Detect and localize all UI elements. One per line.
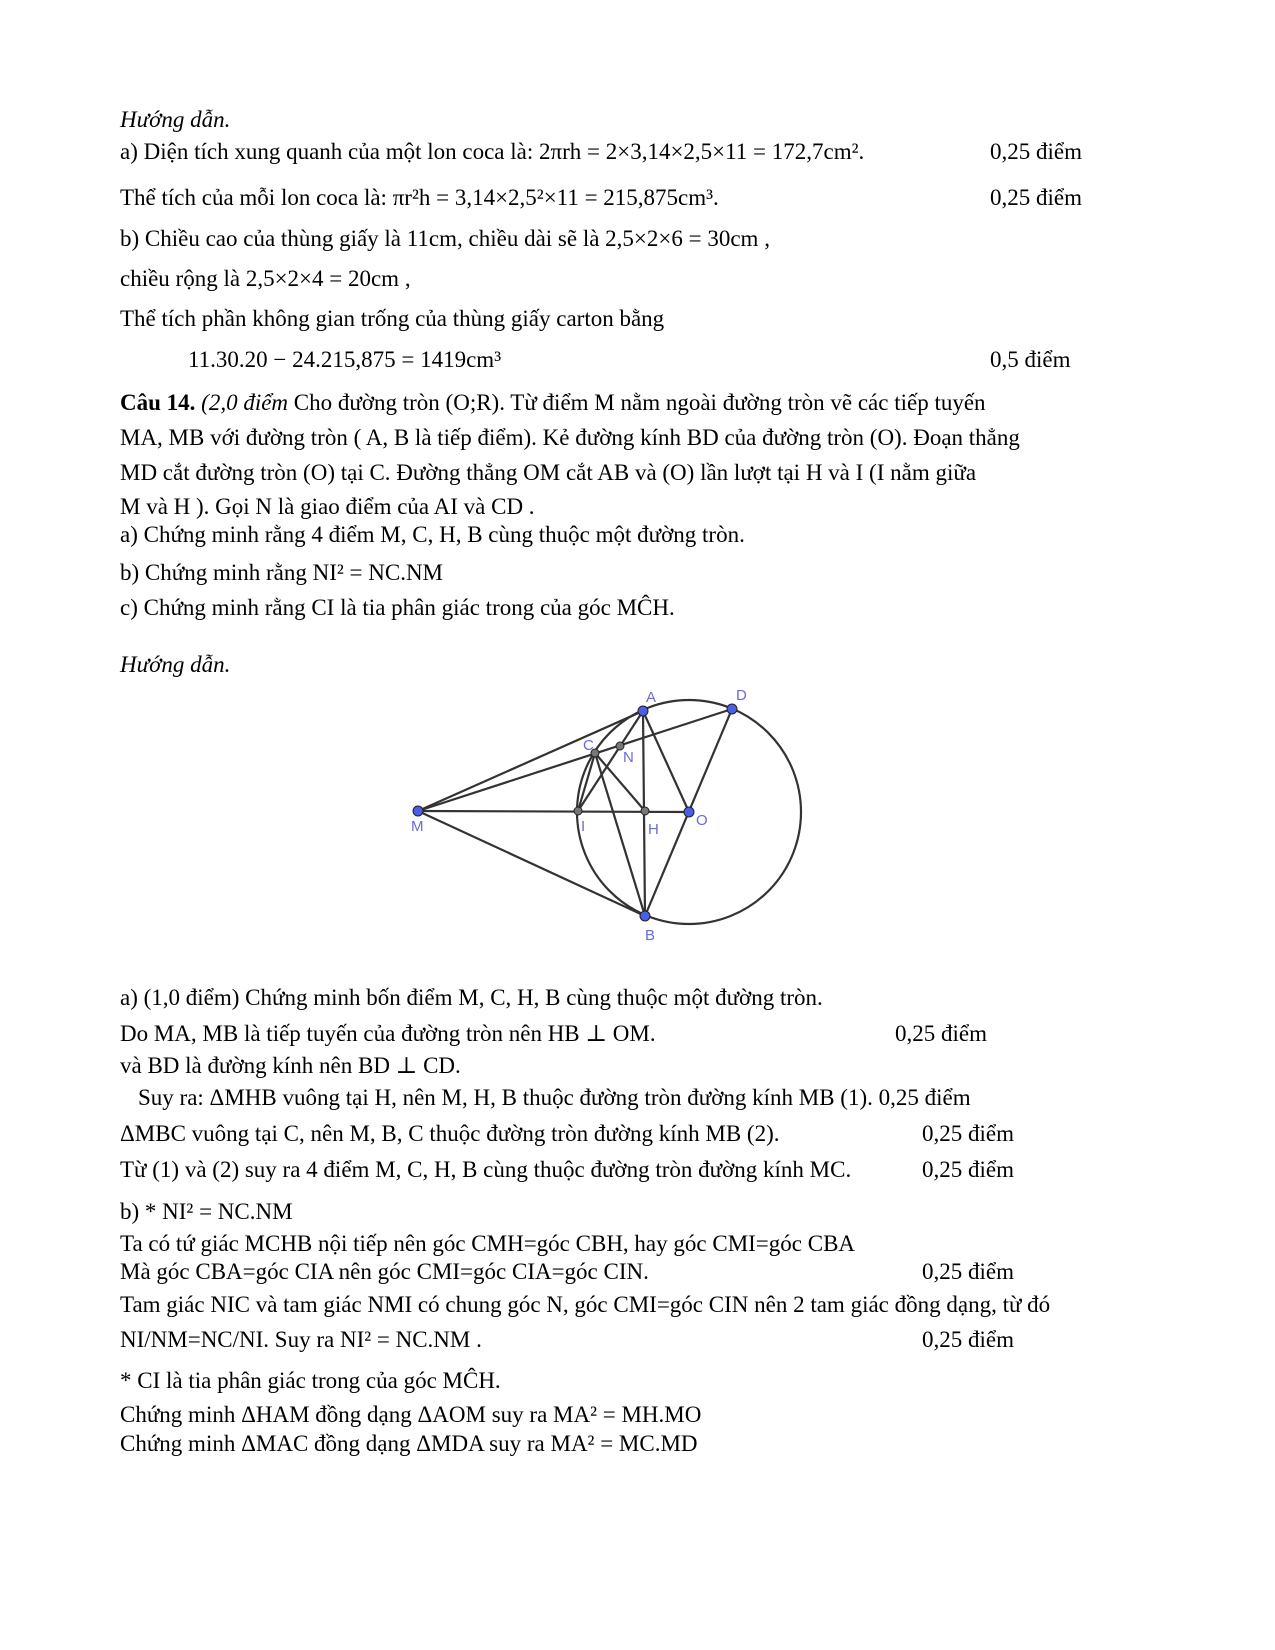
segment-ch bbox=[595, 753, 645, 811]
guide-heading-2: Hướng dẫn. bbox=[120, 652, 231, 677]
solution-c-step-2: Chứng minh ΔMAC đồng dạng ΔMDA suy ra MA² = MC.MD bbox=[120, 1431, 698, 1456]
answer-b-height: b) Chiều cao của thùng giấy là 11cm, chiều dài sẽ là 2,5×2×6 = 30cm , bbox=[120, 226, 770, 251]
points-b-step-4: 0,25 điểm bbox=[922, 1327, 1014, 1352]
point-d bbox=[727, 704, 737, 714]
question-14-part-c: c) Chứng minh rằng CI là tia phân giác trong của góc MĈH. bbox=[120, 595, 675, 620]
points-b: 0,5 điểm bbox=[990, 347, 1071, 372]
question-14-line-3: MD cắt đường tròn (O) tại C. Đường thẳng OM cắt AB và (O) lần lượt tại H và I (I nằm giữa bbox=[120, 460, 977, 485]
solution-b-step-4: NI/NM=NC/NI. Suy ra NI² = NC.NM . bbox=[120, 1327, 482, 1352]
label-b: B bbox=[645, 927, 656, 944]
question-14-part-a: a) Chứng minh rằng 4 điểm M, C, H, B cùng thuộc một đường tròn. bbox=[120, 522, 745, 547]
label-i: I bbox=[581, 818, 586, 835]
label-o: O bbox=[696, 812, 708, 829]
points-step-5: 0,25 điểm bbox=[922, 1157, 1014, 1182]
points-step-4: 0,25 điểm bbox=[922, 1121, 1014, 1146]
points-step-1: 0,25 điểm bbox=[895, 1021, 987, 1046]
solution-b-step-3: Tam giác NIC và tam giác NMI có chung góc N, góc CMI=góc CIN nên 2 tam giác đồng dạng, từ đó bbox=[120, 1292, 1051, 1317]
label-h: H bbox=[648, 821, 659, 838]
question-14-line-2: MA, MB với đường tròn ( A, B là tiếp điểm). Kẻ đường kính BD của đường tròn (O). Đoạn thẳng bbox=[120, 425, 1020, 450]
question-14-part-b: b) Chứng minh rằng NI² = NC.NM bbox=[120, 560, 444, 585]
solution-c-step-1: Chứng minh ΔHAM đồng dạng ΔAOM suy ra MA² = MH.MO bbox=[120, 1402, 702, 1427]
geometry-figure bbox=[400, 682, 820, 952]
label-m: M bbox=[411, 818, 424, 835]
guide-heading-1: Hướng dẫn. bbox=[120, 107, 231, 132]
solution-b-heading: b) * NI² = NC.NM bbox=[120, 1199, 293, 1224]
question-14-line-4: M và H ). Gọi N là giao điểm của AI và CD . bbox=[120, 494, 535, 519]
point-b bbox=[640, 911, 650, 921]
solution-a-step-1: Do MA, MB là tiếp tuyến của đường tròn nên HB ⊥ OM. bbox=[120, 1021, 656, 1046]
label-c: C bbox=[583, 737, 594, 754]
question-14-text-1: Cho đường tròn (O;R). Từ điểm M nằm ngoài đường tròn vẽ các tiếp tuyến bbox=[293, 390, 986, 415]
question-14-title: Câu 14. bbox=[120, 390, 196, 415]
solution-b-step-2: Mà góc CBA=góc CIA nên góc CMI=góc CIA=góc CIN. bbox=[120, 1259, 649, 1284]
solution-a-heading: a) (1,0 điểm) Chứng minh bốn điểm M, C, H, B cùng thuộc một đường tròn. bbox=[120, 985, 823, 1010]
answer-b-statement: Thể tích phần không gian trống của thùng giấy carton bằng bbox=[120, 306, 665, 331]
point-a bbox=[638, 706, 648, 716]
label-a: A bbox=[646, 689, 657, 706]
solution-c-heading: * CI là tia phân giác trong của góc MĈH. bbox=[120, 1368, 501, 1393]
answer-a-volume: Thể tích của mỗi lon coca là: πr²h = 3,14×2,5²×11 = 215,875cm³. bbox=[120, 185, 719, 210]
answer-b-width: chiều rộng là 2,5×2×4 = 20cm , bbox=[120, 266, 411, 291]
solution-a-step-3: Suy ra: ΔMHB vuông tại H, nên M, H, B thuộc đường tròn đường kính MB (1). 0,25 điểm bbox=[138, 1085, 971, 1110]
solution-b-step-1: Ta có tứ giác MCHB nội tiếp nên góc CMH=góc CBH, hay góc CMI=góc CBA bbox=[120, 1231, 856, 1256]
answer-a-surface: a) Diện tích xung quanh của một lon coca là: 2πrh = 2×3,14×2,5×11 = 172,7cm². bbox=[120, 139, 865, 164]
points-b-step-2: 0,25 điểm bbox=[922, 1259, 1014, 1284]
segment-md bbox=[418, 709, 732, 811]
point-o bbox=[684, 807, 694, 817]
points-a2: 0,25 điểm bbox=[990, 185, 1082, 210]
point-m bbox=[413, 806, 423, 816]
question-14-line-1 bbox=[120, 389, 986, 417]
answer-b-volume: 11.30.20 − 24.215,875 = 1419cm³ bbox=[188, 347, 502, 372]
solution-a-step-5: Từ (1) và (2) suy ra 4 điểm M, C, H, B cùng thuộc đường tròn đường kính MC. bbox=[120, 1157, 852, 1182]
question-14-points: (2,0 điểm bbox=[201, 390, 289, 415]
solution-a-step-4: ΔMBC vuông tại C, nên M, B, C thuộc đường tròn đường kính MB (2). bbox=[120, 1121, 780, 1146]
point-h bbox=[641, 807, 649, 815]
solution-a-step-2: và BD là đường kính nên BD ⊥ CD. bbox=[120, 1053, 461, 1078]
tangent-mb bbox=[418, 811, 645, 916]
point-i bbox=[574, 807, 582, 815]
label-n: N bbox=[623, 749, 634, 766]
segment-cb bbox=[595, 753, 645, 916]
points-a1: 0,25 điểm bbox=[990, 139, 1082, 164]
label-d: D bbox=[736, 687, 747, 704]
